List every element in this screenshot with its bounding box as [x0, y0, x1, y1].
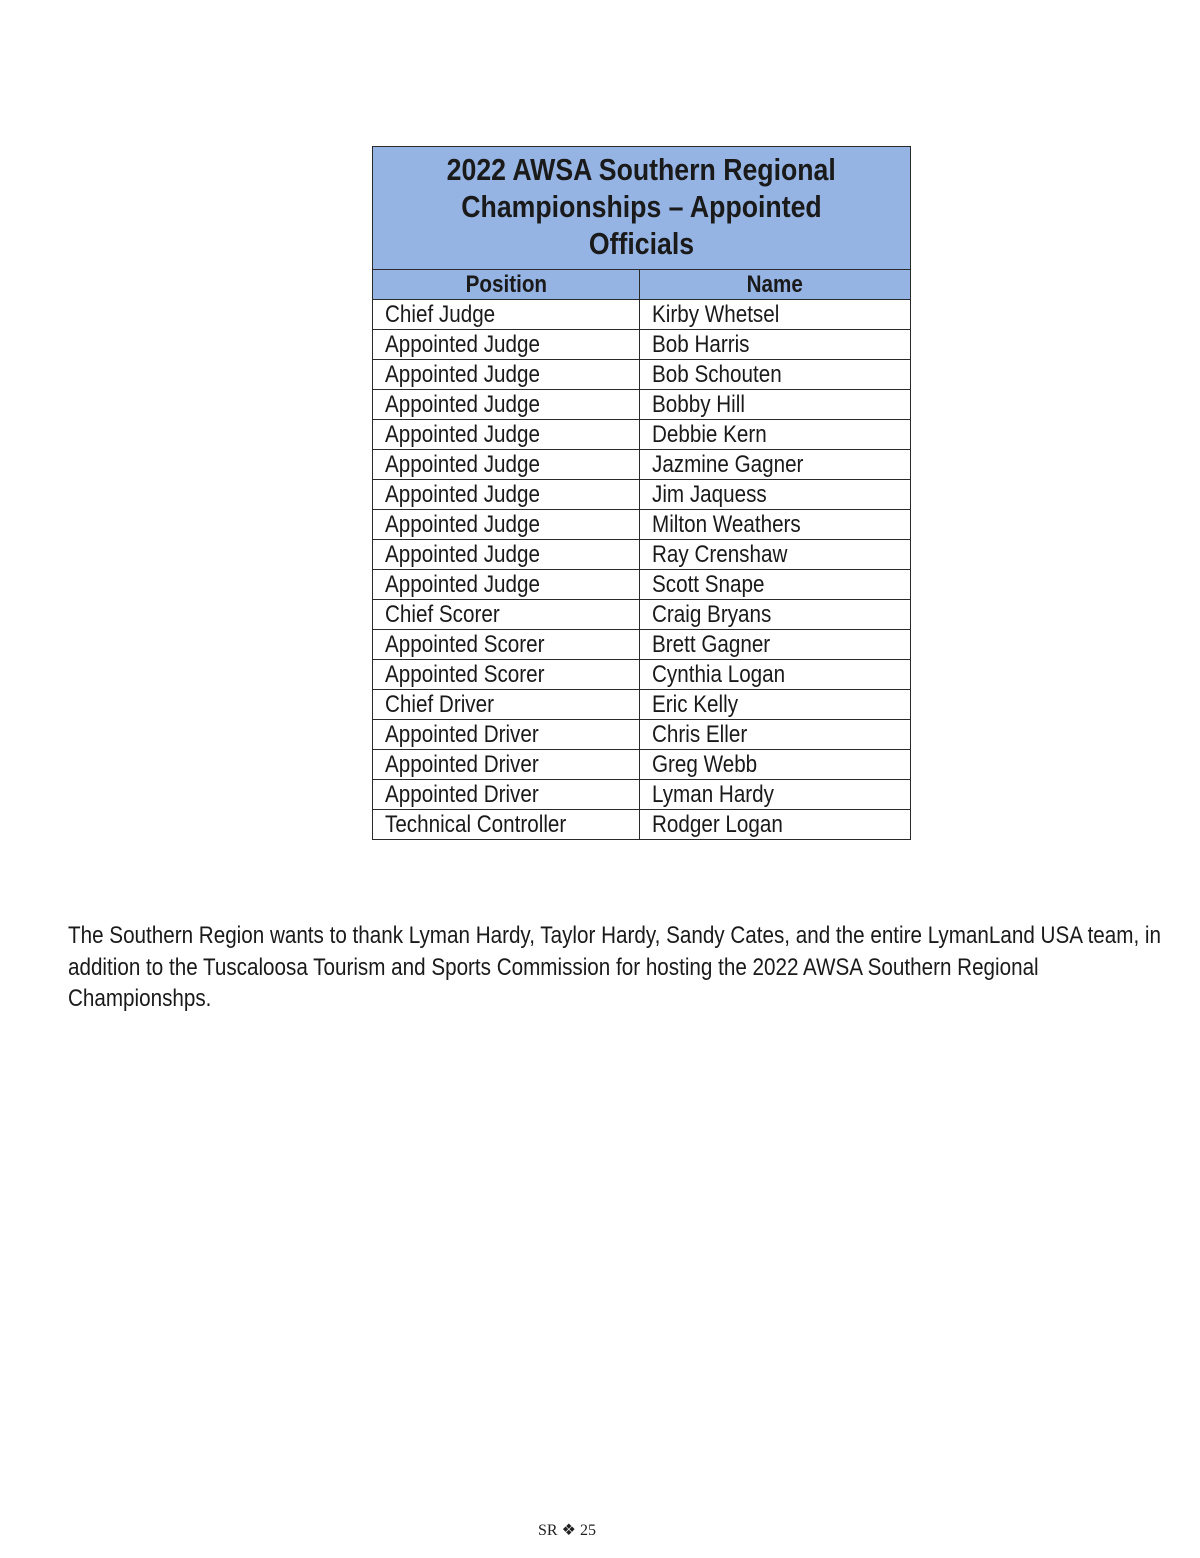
- name-cell: [640, 300, 911, 330]
- table-title-row: [373, 147, 911, 270]
- table-row: [373, 630, 911, 660]
- name-cell: [640, 690, 911, 720]
- position-cell-text: Appointed Judge: [385, 391, 540, 418]
- name-cell: [640, 570, 911, 600]
- position-cell: [373, 810, 640, 840]
- name-cell-text: Milton Weathers: [652, 511, 801, 538]
- name-cell-text: Cynthia Logan: [652, 661, 786, 688]
- position-cell: [373, 450, 640, 480]
- position-cell: [373, 780, 640, 810]
- position-cell-text: Appointed Judge: [385, 331, 540, 358]
- name-cell: [640, 630, 911, 660]
- position-cell-text: Appointed Judge: [385, 451, 540, 478]
- position-cell-text: Appointed Scorer: [385, 661, 545, 688]
- position-cell: [373, 480, 640, 510]
- column-header-name: Name: [640, 270, 911, 300]
- name-cell-text: Debbie Kern: [652, 421, 767, 448]
- name-cell: [640, 510, 911, 540]
- position-cell-text: Chief Driver: [385, 691, 494, 718]
- table-body: [373, 300, 911, 840]
- table-title: [373, 147, 911, 270]
- name-cell: [640, 360, 911, 390]
- table-row: [373, 450, 911, 480]
- name-cell: [640, 330, 911, 360]
- name-cell-text: Jazmine Gagner: [652, 451, 804, 478]
- position-cell-text: Appointed Driver: [385, 781, 539, 808]
- table-row: [373, 330, 911, 360]
- table-row: [373, 360, 911, 390]
- position-cell-text: Appointed Driver: [385, 721, 539, 748]
- position-cell: [373, 720, 640, 750]
- table-row: [373, 300, 911, 330]
- officials-table: [372, 146, 911, 840]
- table-row: [373, 810, 911, 840]
- name-cell: [640, 420, 911, 450]
- table-row: [373, 780, 911, 810]
- thank-you-note-text: The Southern Region wants to thank Lyman Hardy, Taylor Hardy, Sandy Cates, and the entire LymanLand USA team, in addition to the Tuscaloosa Tourism and Sports Commission for hosting the 2022 AWSA Southern Regional Championshps.: [68, 922, 1161, 1012]
- table-header-row: [373, 270, 911, 300]
- name-cell-text: Chris Eller: [652, 721, 748, 748]
- position-cell: [373, 540, 640, 570]
- name-cell: [640, 720, 911, 750]
- name-cell-text: Brett Gagner: [652, 631, 771, 658]
- name-cell-text: Ray Crenshaw: [652, 541, 788, 568]
- position-cell: [373, 420, 640, 450]
- position-cell-text: Chief Judge: [385, 301, 496, 328]
- position-cell-text: Appointed Driver: [385, 751, 539, 778]
- name-cell-text: Bob Schouten: [652, 361, 782, 388]
- position-cell-text: Appointed Judge: [385, 421, 540, 448]
- position-cell-text: Chief Scorer: [385, 601, 500, 628]
- table-row: [373, 750, 911, 780]
- position-cell: [373, 510, 640, 540]
- thank-you-note: [68, 920, 1168, 1015]
- name-cell: [640, 390, 911, 420]
- name-cell: [640, 450, 911, 480]
- name-cell-text: Bobby Hill: [652, 391, 745, 418]
- table-title-line-2: Championships – Appointed Officials: [461, 189, 822, 261]
- position-cell-text: Appointed Judge: [385, 571, 540, 598]
- table-row: [373, 660, 911, 690]
- name-cell-text: Greg Webb: [652, 751, 758, 778]
- page-number: SR ❖ 25: [538, 1522, 596, 1539]
- position-cell: [373, 300, 640, 330]
- name-cell-text: Kirby Whetsel: [652, 301, 780, 328]
- position-cell: [373, 600, 640, 630]
- table-row: [373, 570, 911, 600]
- table-row: [373, 690, 911, 720]
- position-cell: [373, 330, 640, 360]
- position-cell-text: Appointed Judge: [385, 361, 540, 388]
- name-cell: [640, 660, 911, 690]
- table-row: [373, 510, 911, 540]
- position-cell-text: Appointed Scorer: [385, 631, 545, 658]
- position-cell: [373, 690, 640, 720]
- position-cell: [373, 360, 640, 390]
- position-cell: [373, 570, 640, 600]
- table-row: [373, 720, 911, 750]
- position-cell-text: Appointed Judge: [385, 481, 540, 508]
- table-row: [373, 600, 911, 630]
- column-header-position: Position: [373, 270, 640, 300]
- position-cell: [373, 390, 640, 420]
- position-cell: [373, 660, 640, 690]
- table-title-line-1: 2022 AWSA Southern Regional: [446, 152, 837, 187]
- position-cell: [373, 630, 640, 660]
- position-cell: [373, 750, 640, 780]
- name-cell: [640, 600, 911, 630]
- position-cell-text: Appointed Judge: [385, 511, 540, 538]
- name-cell: [640, 810, 911, 840]
- name-cell-text: Eric Kelly: [652, 691, 739, 718]
- table-row: [373, 420, 911, 450]
- table-row: [373, 480, 911, 510]
- name-cell-text: Craig Bryans: [652, 601, 772, 628]
- name-cell-text: Lyman Hardy: [652, 781, 774, 808]
- position-cell-text: Appointed Judge: [385, 541, 540, 568]
- name-cell-text: Bob Harris: [652, 331, 750, 358]
- table-row: [373, 540, 911, 570]
- name-cell: [640, 480, 911, 510]
- name-cell-text: Scott Snape: [652, 571, 765, 598]
- name-cell: [640, 780, 911, 810]
- name-cell: [640, 750, 911, 780]
- table-row: [373, 390, 911, 420]
- name-cell: [640, 540, 911, 570]
- name-cell-text: Jim Jaquess: [652, 481, 767, 508]
- position-cell-text: Technical Controller: [385, 811, 567, 838]
- name-cell-text: Rodger Logan: [652, 811, 783, 838]
